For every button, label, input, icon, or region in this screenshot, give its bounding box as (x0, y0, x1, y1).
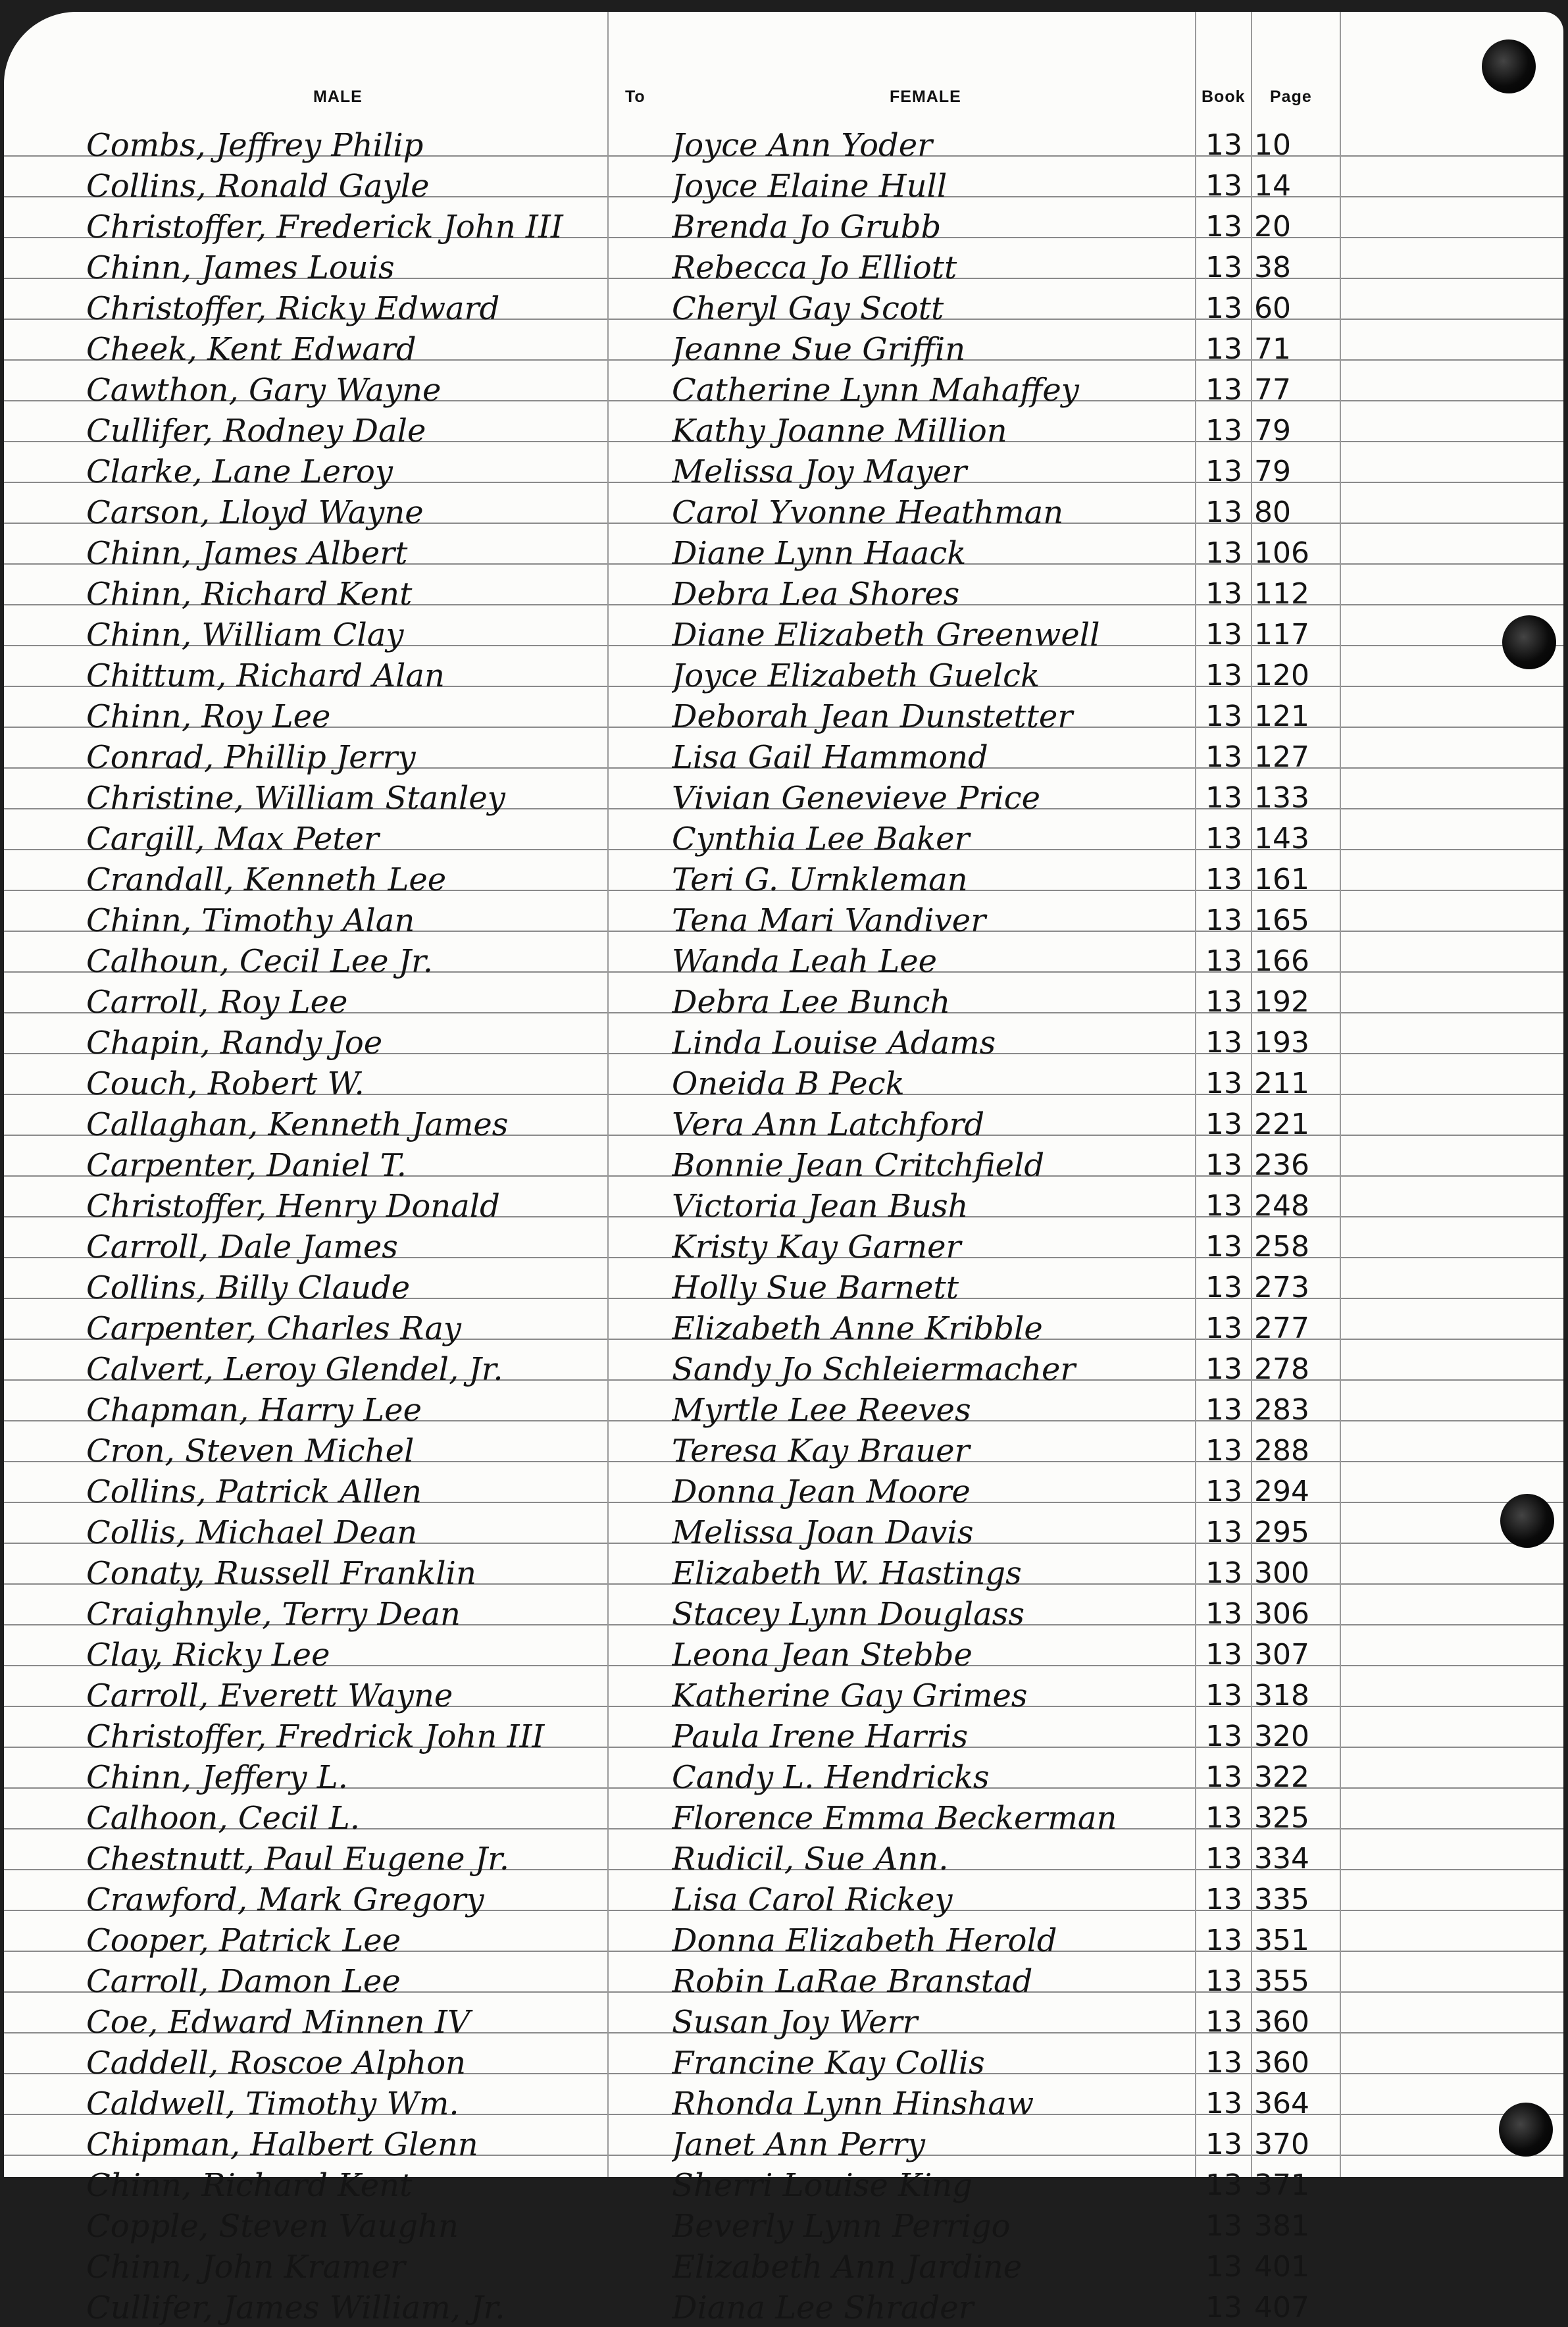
table-row (4, 165, 1563, 205)
male-name: Christoffer, Henry Donald (86, 1188, 500, 1225)
table-row (4, 1429, 1563, 1470)
male-name: Chinn, William Clay (86, 617, 404, 653)
table-row (4, 491, 1563, 532)
page-number: 288 (1254, 1434, 1309, 1468)
page-number: 117 (1254, 618, 1309, 652)
book-number: 13 (1205, 1026, 1242, 1060)
book-number: 13 (1205, 1148, 1242, 1182)
male-name: Conaty, Russell Franklin (86, 1555, 476, 1592)
book-number: 13 (1205, 1312, 1242, 1345)
page-number: 121 (1254, 700, 1309, 733)
book-number: 13 (1205, 1067, 1242, 1100)
page-number: 221 (1254, 1108, 1309, 1141)
book-number: 13 (1205, 1189, 1242, 1223)
table-row (4, 450, 1563, 491)
male-name: Caldwell, Timothy Wm. (86, 2085, 459, 2122)
book-number: 13 (1205, 373, 1242, 407)
book-number: 13 (1205, 169, 1242, 203)
female-name: Linda Louise Adams (672, 1025, 996, 1061)
table-row (4, 2286, 1563, 2327)
table-row (4, 409, 1563, 450)
page-number: 307 (1254, 1638, 1309, 1672)
book-number: 13 (1205, 414, 1242, 448)
female-name: Donna Jean Moore (672, 1473, 971, 1510)
book-number: 13 (1205, 1516, 1242, 1549)
page-number: 407 (1254, 2291, 1309, 2324)
male-name: Coe, Edward Minnen IV (86, 2004, 470, 2041)
table-row (4, 1633, 1563, 1674)
page-number: 79 (1254, 414, 1291, 448)
female-name: Cynthia Lee Baker (672, 821, 970, 857)
page-number: 300 (1254, 1556, 1309, 1590)
male-name: Chinn, John Kramer (86, 2249, 405, 2286)
page-number: 192 (1254, 985, 1309, 1019)
male-name: Caddell, Roscoe Alphon (86, 2045, 467, 2082)
table-row (4, 736, 1563, 777)
page-number: 14 (1254, 169, 1291, 203)
page-number: 401 (1254, 2250, 1309, 2284)
male-name: Callaghan, Kenneth James (86, 1106, 509, 1143)
table-row (4, 1837, 1563, 1878)
table-row (4, 2001, 1563, 2041)
female-name: Rhonda Lynn Hinshaw (672, 2085, 1034, 2122)
punch-hole-icon (1502, 615, 1556, 669)
male-name: Collis, Michael Dean (86, 1514, 418, 1551)
female-name: Elizabeth W. Hastings (672, 1555, 1022, 1592)
book-number: 13 (1205, 781, 1242, 815)
female-name: Diana Lee Shrader (672, 2289, 974, 2326)
female-name: Tena Mari Vandiver (672, 902, 986, 939)
page-number: 355 (1254, 1964, 1309, 1998)
female-name: Brenda Jo Grubb (672, 209, 942, 245)
male-name: Calhoun, Cecil Lee Jr. (86, 943, 433, 980)
female-name: Sandy Jo Schleiermacher (672, 1351, 1076, 1388)
book-number: 13 (1205, 1760, 1242, 1794)
male-name: Chapman, Harry Lee (86, 1392, 422, 1429)
female-name: Elizabeth Anne Kribble (672, 1310, 1043, 1347)
table-row (4, 1878, 1563, 1919)
male-name: Cron, Steven Michel (86, 1433, 415, 1470)
book-number: 13 (1205, 2168, 1242, 2202)
header-book: Book (1201, 88, 1246, 106)
table-row (4, 858, 1563, 899)
female-name: Florence Emma Beckerman (672, 1800, 1117, 1837)
book-number: 13 (1205, 2046, 1242, 2080)
book-number: 13 (1205, 577, 1242, 611)
page-number: 120 (1254, 659, 1309, 692)
page-number: 10 (1254, 128, 1291, 162)
book-number: 13 (1205, 2087, 1242, 2120)
female-name: Deborah Jean Dunstetter (672, 698, 1073, 735)
punch-hole-icon (1500, 1494, 1554, 1548)
table-row (4, 1960, 1563, 2001)
female-name: Wanda Leah Lee (672, 943, 938, 980)
page-number: 248 (1254, 1189, 1309, 1223)
page-number: 60 (1254, 292, 1291, 325)
female-name: Kathy Joanne Million (672, 413, 1007, 449)
book-number: 13 (1205, 2209, 1242, 2243)
female-name: Vera Ann Latchford (672, 1106, 985, 1143)
female-name: Bonnie Jean Critchfield (672, 1147, 1045, 1184)
female-name: Cheryl Gay Scott (672, 290, 944, 327)
female-name: Stacey Lynn Douglass (672, 1596, 1024, 1633)
male-name: Conrad, Phillip Jerry (86, 739, 416, 776)
female-name: Jeanne Sue Griffin (672, 331, 966, 368)
page-number: 77 (1254, 373, 1291, 407)
female-name: Carol Yvonne Heathman (672, 494, 1064, 531)
female-name: Diane Elizabeth Greenwell (672, 617, 1100, 653)
page-number: 106 (1254, 536, 1309, 570)
female-name: Diane Lynn Haack (672, 535, 967, 572)
table-row (4, 1144, 1563, 1185)
table-row (4, 1185, 1563, 1225)
female-name: Oneida B Peck (672, 1065, 905, 1102)
book-number: 13 (1205, 1924, 1242, 1957)
female-name: Holly Sue Barnett (672, 1269, 959, 1306)
book-number: 13 (1205, 863, 1242, 896)
table-row (4, 695, 1563, 736)
page-number: 306 (1254, 1597, 1309, 1631)
page-number: 38 (1254, 251, 1291, 284)
page-number: 258 (1254, 1230, 1309, 1264)
table-row (4, 613, 1563, 654)
table-row (4, 940, 1563, 981)
book-number: 13 (1205, 1393, 1242, 1427)
male-name: Combs, Jeffrey Philip (86, 127, 424, 164)
book-number: 13 (1205, 536, 1242, 570)
table-row (4, 328, 1563, 369)
female-name: Victoria Jean Bush (672, 1188, 969, 1225)
female-name: Francine Kay Collis (672, 2045, 985, 2082)
page-number: 318 (1254, 1679, 1309, 1712)
female-name: Janet Ann Perry (672, 2126, 926, 2163)
male-name: Chinn, Roy Lee (86, 698, 331, 735)
book-number: 13 (1205, 1108, 1242, 1141)
female-name: Elizabeth Ann Jardine (672, 2249, 1023, 2286)
table-row (4, 1715, 1563, 1756)
table-row (4, 532, 1563, 573)
table-row (4, 573, 1563, 613)
table-row (4, 287, 1563, 328)
table-row (4, 1021, 1563, 1062)
female-name: Debra Lee Bunch (672, 984, 951, 1021)
male-name: Chinn, Richard Kent (86, 576, 413, 613)
male-name: Clay, Ricky Lee (86, 1637, 330, 1674)
table-row (4, 1470, 1563, 1511)
book-number: 13 (1205, 332, 1242, 366)
male-name: Carroll, Damon Lee (86, 1963, 401, 2000)
table-row (4, 205, 1563, 246)
male-name: Christine, William Stanley (86, 780, 505, 817)
male-name: Christoffer, Fredrick John III (86, 1718, 545, 1755)
female-name: Melissa Joy Mayer (672, 453, 967, 490)
page-number: 278 (1254, 1352, 1309, 1386)
book-number: 13 (1205, 904, 1242, 937)
female-name: Leona Jean Stebbe (672, 1637, 973, 1674)
female-name: Susan Joy Werr (672, 2004, 918, 2041)
page-number: 320 (1254, 1720, 1309, 1753)
page-number: 351 (1254, 1924, 1309, 1957)
page-number: 371 (1254, 2168, 1309, 2202)
male-name: Carson, Lloyd Wayne (86, 494, 424, 531)
female-name: Joyce Elaine Hull (672, 168, 948, 205)
page-number: 364 (1254, 2087, 1309, 2120)
table-row (4, 1389, 1563, 1429)
male-name: Copple, Steven Vaughn (86, 2208, 459, 2245)
male-name: Calvert, Leroy Glendel, Jr. (86, 1351, 503, 1388)
page-number: 283 (1254, 1393, 1309, 1427)
page-number: 370 (1254, 2128, 1309, 2161)
book-number: 13 (1205, 1964, 1242, 1998)
table-row (4, 246, 1563, 287)
table-row (4, 1593, 1563, 1633)
page-number: 335 (1254, 1883, 1309, 1916)
male-name: Cargill, Max Peter (86, 821, 379, 857)
male-name: Cullifer, Rodney Dale (86, 413, 426, 449)
book-number: 13 (1205, 1434, 1242, 1468)
page-number: 143 (1254, 822, 1309, 856)
female-name: Myrtle Lee Reeves (672, 1392, 971, 1429)
header-to: To (625, 88, 645, 106)
book-number: 13 (1205, 740, 1242, 774)
table-row (4, 981, 1563, 1021)
male-name: Carroll, Dale James (86, 1229, 398, 1266)
page-number: 112 (1254, 577, 1309, 611)
male-name: Christoffer, Frederick John III (86, 209, 563, 245)
male-name: Couch, Robert W. (86, 1065, 365, 1102)
table-row (4, 2082, 1563, 2123)
page-number: 79 (1254, 455, 1291, 488)
female-name: Candy L. Hendricks (672, 1759, 990, 1796)
page-number: 133 (1254, 781, 1309, 815)
male-name: Carroll, Everett Wayne (86, 1677, 453, 1714)
female-name: Beverly Lynn Perrigo (672, 2208, 1011, 2245)
book-number: 13 (1205, 1352, 1242, 1386)
book-number: 13 (1205, 1842, 1242, 1876)
punch-hole-icon (1499, 2103, 1553, 2157)
book-number: 13 (1205, 1801, 1242, 1835)
page-number: 80 (1254, 496, 1291, 529)
page-number: 381 (1254, 2209, 1309, 2243)
page-number: 360 (1254, 2005, 1309, 2039)
page-number: 295 (1254, 1516, 1309, 1549)
table-row (4, 654, 1563, 695)
female-name: Melissa Joan Davis (672, 1514, 974, 1551)
page-number: 127 (1254, 740, 1309, 774)
book-number: 13 (1205, 2005, 1242, 2039)
page-number: 334 (1254, 1842, 1309, 1876)
table-row (4, 1225, 1563, 1266)
table-row (4, 2245, 1563, 2286)
book-number: 13 (1205, 985, 1242, 1019)
book-number: 13 (1205, 1597, 1242, 1631)
ledger-sheet (4, 12, 1563, 2326)
male-name: Chipman, Halbert Glenn (86, 2126, 478, 2163)
table-row (4, 1062, 1563, 1103)
page-number: 236 (1254, 1148, 1309, 1182)
book-number: 13 (1205, 1720, 1242, 1753)
table-row (4, 1511, 1563, 1552)
male-name: Chestnutt, Paul Eugene Jr. (86, 1841, 510, 1878)
table-row (4, 817, 1563, 858)
book-number: 13 (1205, 944, 1242, 978)
page-number: 166 (1254, 944, 1309, 978)
female-name: Debra Lea Shores (672, 576, 960, 613)
female-name: Teresa Kay Brauer (672, 1433, 970, 1470)
table-row (4, 1348, 1563, 1389)
male-name: Chinn, Jeffery L. (86, 1759, 348, 1796)
male-name: Chittum, Richard Alan (86, 657, 445, 694)
table-row (4, 1103, 1563, 1144)
book-number: 13 (1205, 2250, 1242, 2284)
male-name: Chinn, James Louis (86, 249, 395, 286)
page-number: 193 (1254, 1026, 1309, 1060)
book-number: 13 (1205, 292, 1242, 325)
table-row (4, 1266, 1563, 1307)
book-number: 13 (1205, 496, 1242, 529)
female-name: Lisa Carol Rickey (672, 1881, 953, 1918)
male-name: Christoffer, Ricky Edward (86, 290, 500, 327)
table-row (4, 1674, 1563, 1715)
table-row (4, 1307, 1563, 1348)
female-name: Joyce Elizabeth Guelck (672, 657, 1040, 694)
female-name: Teri G. Urnkleman (672, 861, 968, 898)
male-name: Clarke, Lane Leroy (86, 453, 393, 490)
table-row (4, 369, 1563, 409)
table-row (4, 2041, 1563, 2082)
female-name: Catherine Lynn Mahaffey (672, 372, 1079, 409)
male-name: Cawthon, Gary Wayne (86, 372, 442, 409)
header-page: Page (1270, 88, 1312, 106)
female-name: Robin LaRae Branstad (672, 1963, 1033, 2000)
book-number: 13 (1205, 2291, 1242, 2324)
book-number: 13 (1205, 2128, 1242, 2161)
page-number: 322 (1254, 1760, 1309, 1794)
male-name: Collins, Billy Claude (86, 1269, 411, 1306)
book-number: 13 (1205, 251, 1242, 284)
book-number: 13 (1205, 1230, 1242, 1264)
male-name: Cheek, Kent Edward (86, 331, 417, 368)
page-number: 71 (1254, 332, 1291, 366)
male-name: Collins, Patrick Allen (86, 1473, 422, 1510)
male-name: Carpenter, Charles Ray (86, 1310, 462, 1347)
book-number: 13 (1205, 1638, 1242, 1672)
female-name: Vivian Genevieve Price (672, 780, 1041, 817)
table-row (4, 2164, 1563, 2205)
page-number: 360 (1254, 2046, 1309, 2080)
table-row (4, 899, 1563, 940)
page-number: 161 (1254, 863, 1309, 896)
male-name: Calhoon, Cecil L. (86, 1800, 360, 1837)
book-number: 13 (1205, 1271, 1242, 1304)
female-name: Joyce Ann Yoder (672, 127, 933, 164)
table-row (4, 1797, 1563, 1837)
page-number: 20 (1254, 210, 1291, 243)
male-name: Craighnyle, Terry Dean (86, 1596, 461, 1633)
female-name: Donna Elizabeth Herold (672, 1922, 1057, 1959)
book-number: 13 (1205, 822, 1242, 856)
book-number: 13 (1205, 1556, 1242, 1590)
book-number: 13 (1205, 1883, 1242, 1916)
page-number: 294 (1254, 1475, 1309, 1508)
female-name: Katherine Gay Grimes (672, 1677, 1028, 1714)
book-number: 13 (1205, 455, 1242, 488)
male-name: Chinn, Timothy Alan (86, 902, 415, 939)
male-name: Carpenter, Daniel T. (86, 1147, 407, 1184)
male-name: Crawford, Mark Gregory (86, 1881, 484, 1918)
page-number: 325 (1254, 1801, 1309, 1835)
book-number: 13 (1205, 128, 1242, 162)
page-number: 277 (1254, 1312, 1309, 1345)
table-row (4, 2123, 1563, 2164)
page-number: 273 (1254, 1271, 1309, 1304)
book-number: 13 (1205, 618, 1242, 652)
female-name: Rudicil, Sue Ann. (672, 1841, 949, 1878)
table-row (4, 1756, 1563, 1797)
male-name: Crandall, Kenneth Lee (86, 861, 447, 898)
page-number: 165 (1254, 904, 1309, 937)
punch-hole-icon (1482, 39, 1536, 93)
table-row (4, 1552, 1563, 1593)
page-number: 211 (1254, 1067, 1309, 1100)
female-name: Lisa Gail Hammond (672, 739, 988, 776)
book-number: 13 (1205, 210, 1242, 243)
female-name: Kristy Kay Garner (672, 1229, 961, 1266)
male-name: Chinn, Richard Kent (86, 2167, 413, 2204)
table-row (4, 124, 1563, 165)
female-name: Paula Irene Harris (672, 1718, 969, 1755)
female-name: Rebecca Jo Elliott (672, 249, 957, 286)
table-row (4, 2205, 1563, 2245)
male-name: Chapin, Randy Joe (86, 1025, 383, 1061)
male-name: Cullifer, James William, Jr. (86, 2289, 505, 2326)
book-number: 13 (1205, 700, 1242, 733)
female-name: Sherri Louise King (672, 2167, 973, 2204)
book-number: 13 (1205, 1475, 1242, 1508)
male-name: Carroll, Roy Lee (86, 984, 348, 1021)
male-name: Cooper, Patrick Lee (86, 1922, 401, 1959)
header-female: FEMALE (890, 88, 961, 106)
male-name: Chinn, James Albert (86, 535, 408, 572)
book-number: 13 (1205, 1679, 1242, 1712)
male-name: Collins, Ronald Gayle (86, 168, 430, 205)
book-number: 13 (1205, 659, 1242, 692)
header-male: MALE (313, 88, 363, 106)
table-row (4, 777, 1563, 817)
table-row (4, 1919, 1563, 1960)
